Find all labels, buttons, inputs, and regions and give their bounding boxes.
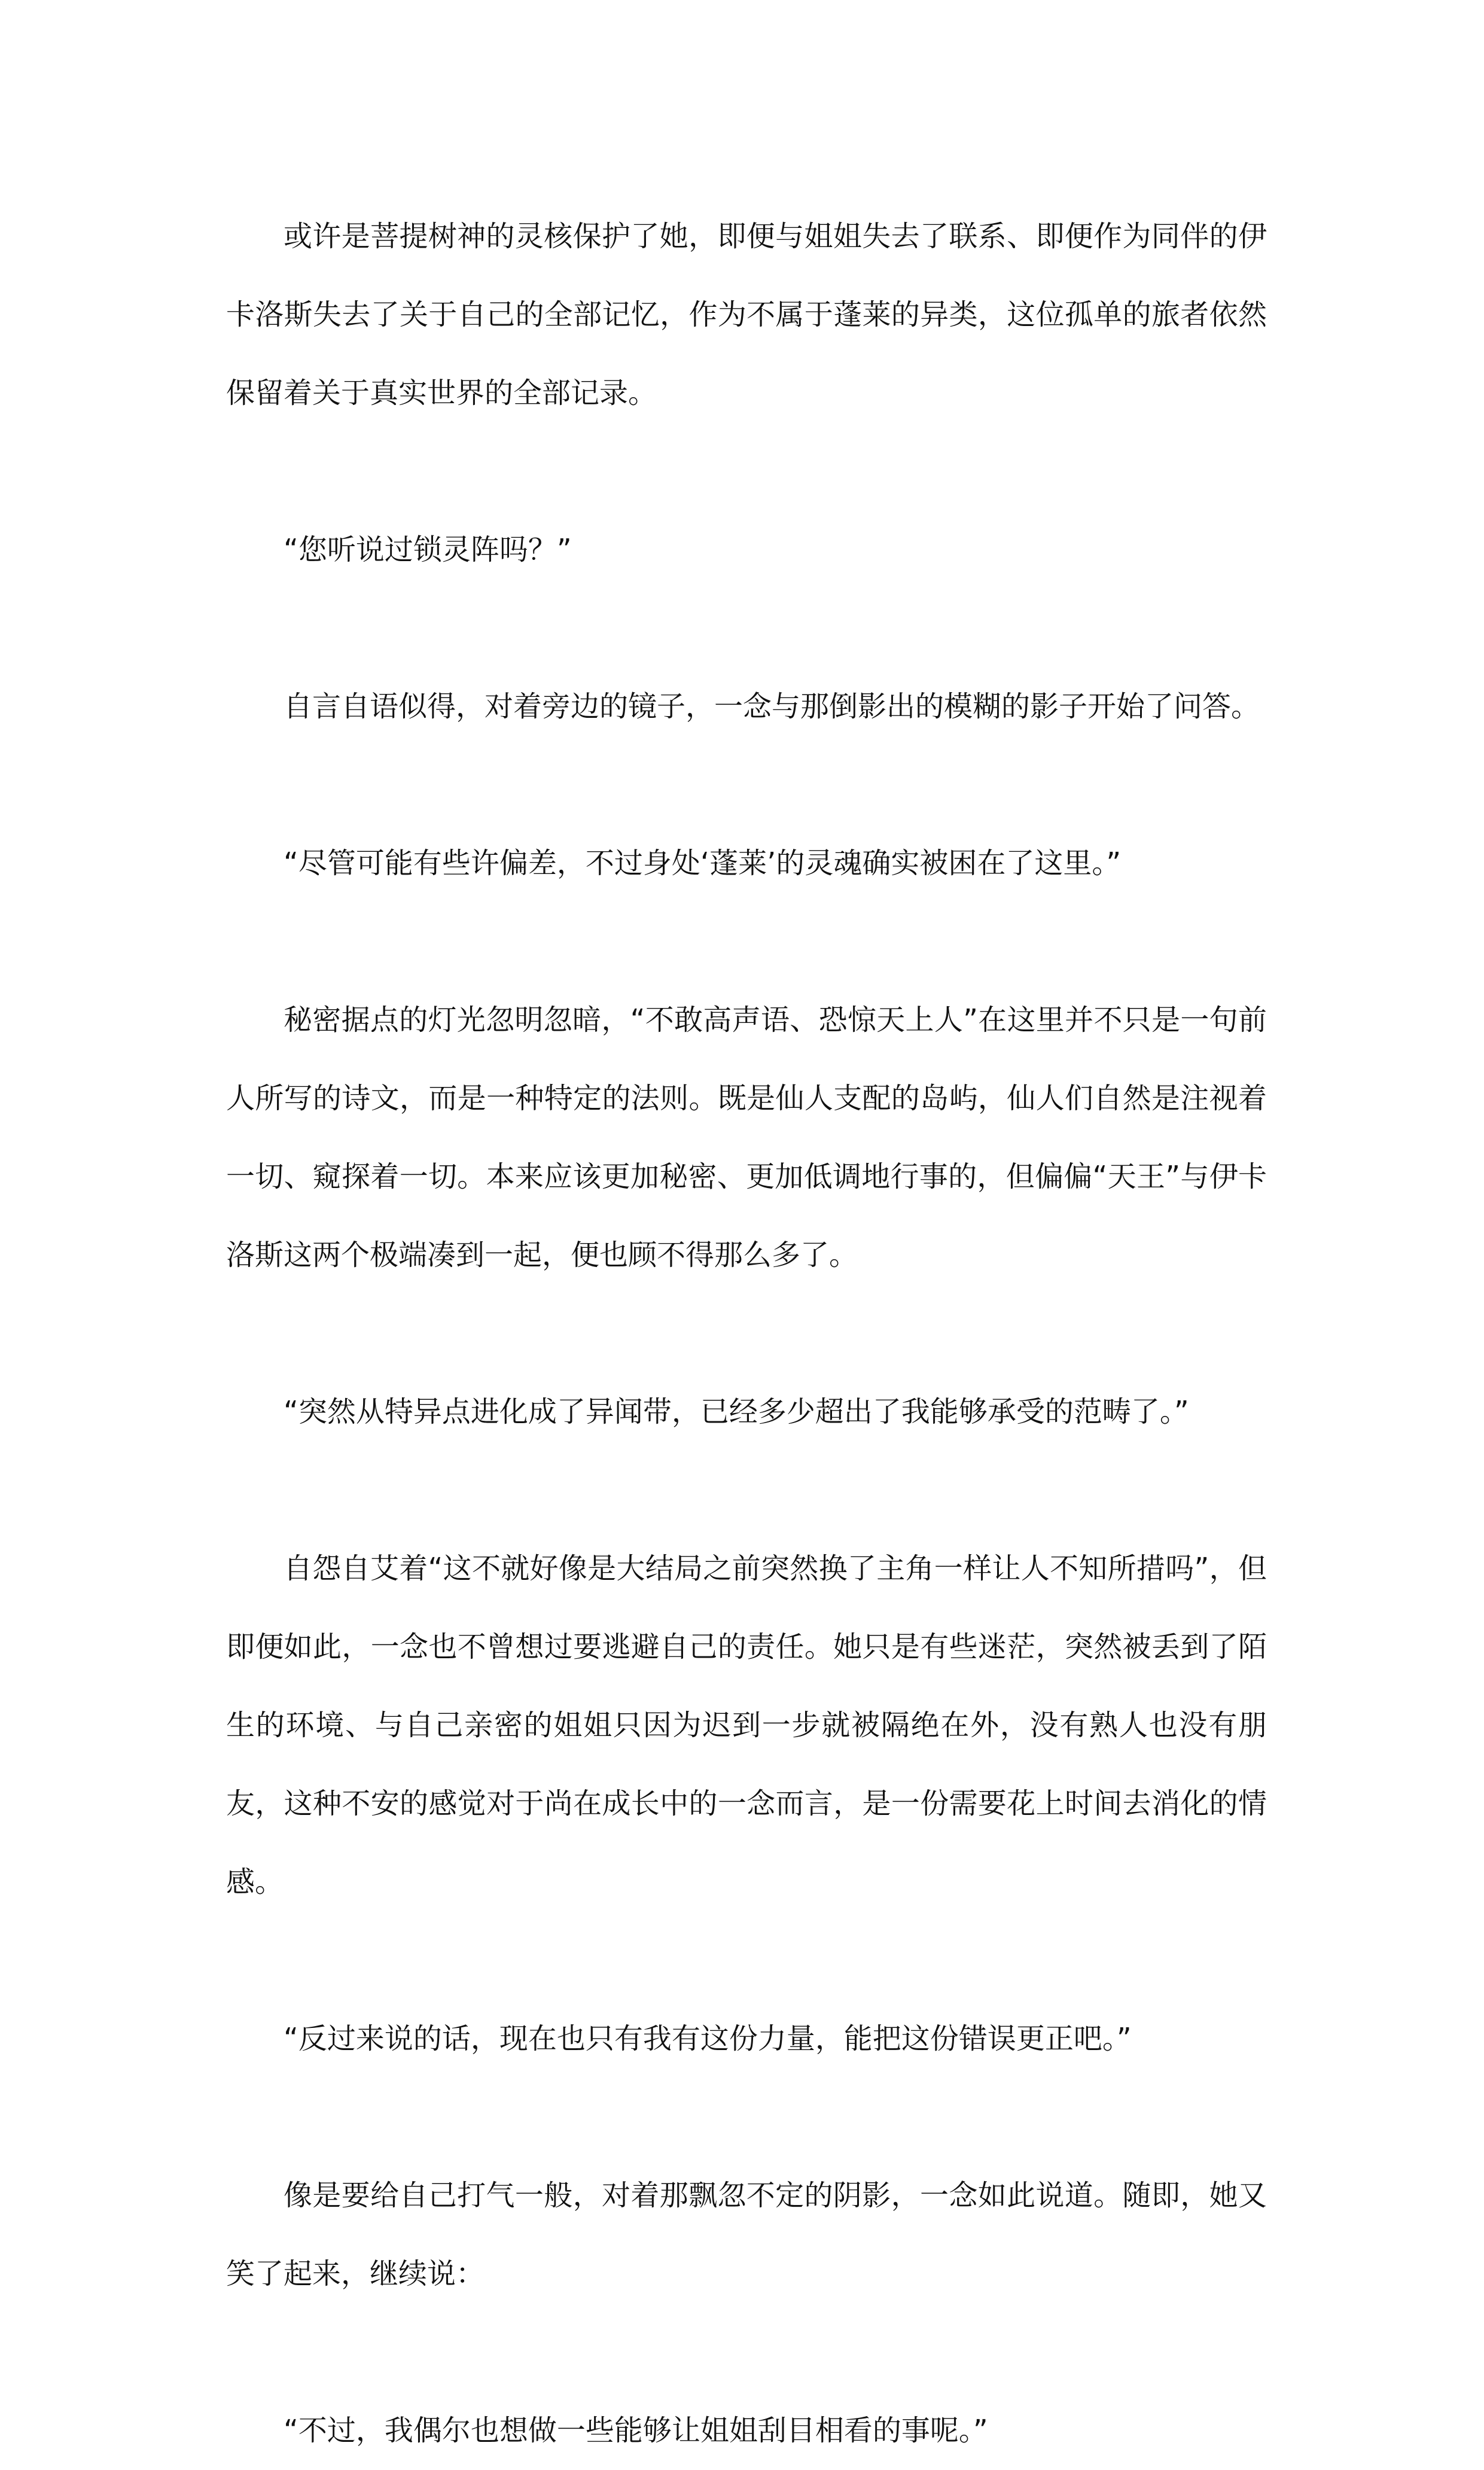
paragraph-1: 或许是菩提树神的灵核保护了她，即便与姐姐失去了联系、即便作为同伴的伊卡洛斯失去了关于自己的全部记忆，作为不属于蓬莱的异类，这位孤单的旅者依然保留着关于真实世界的全部记录。 <box>226 220 1267 410</box>
paragraph-6: “突然从特异点进化成了异闻带，已经多少超出了我能够承受的范畴了。” <box>284 1395 1189 1429</box>
paragraph-4: “尽管可能有些许偏差，不过身处‘蓬莱’的灵魂确实被困在了这里。” <box>284 846 1122 880</box>
paragraph-7: 自怨自艾着“这不就好像是大结局之前突然换了主角一样让人不知所措吗”，但即便如此，一念也不曾想过要逃避自己的责任。她只是有些迷茫，突然被丢到了陌生的环境、与自己亲密的姐姐只因为迟到一步就被隔绝在外，没有熟人也没有朋友，这种不安的感觉对于尚在成长中的一念而言，是一份需要花上时间去消化的情感。 <box>226 1552 1267 1899</box>
paragraph-10: “不过，我偶尔也想做一些能够让姐姐刮目相看的事呢。” <box>284 2414 988 2447</box>
paragraph-8: “反过来说的话，现在也只有我有这份力量，能把这份错误更正吧。” <box>284 2022 1132 2055</box>
document-body <box>226 197 1267 2470</box>
paragraph-9: 像是要给自己打气一般，对着那飘忽不定的阴影，一念如此说道。随即，她又笑了起来，继续说： <box>226 2179 1267 2291</box>
paragraph-5: 秘密据点的灯光忽明忽暗，“不敢高声语、恐惊天上人”在这里并不只是一句前人所写的诗文，而是一种特定的法则。既是仙人支配的岛屿，仙人们自然是注视着一切、窥探着一切。本来应该更加秘密、更加低调地行事的，但偏偏“天王”与伊卡洛斯这两个极端凑到一起，便也顾不得那么多了。 <box>226 1003 1267 1272</box>
paragraph-3: 自言自语似得，对着旁边的镜子，一念与那倒影出的模糊的影子开始了问答。 <box>284 690 1260 723</box>
paragraph-2: “您听说过锁灵阵吗？” <box>284 533 572 567</box>
